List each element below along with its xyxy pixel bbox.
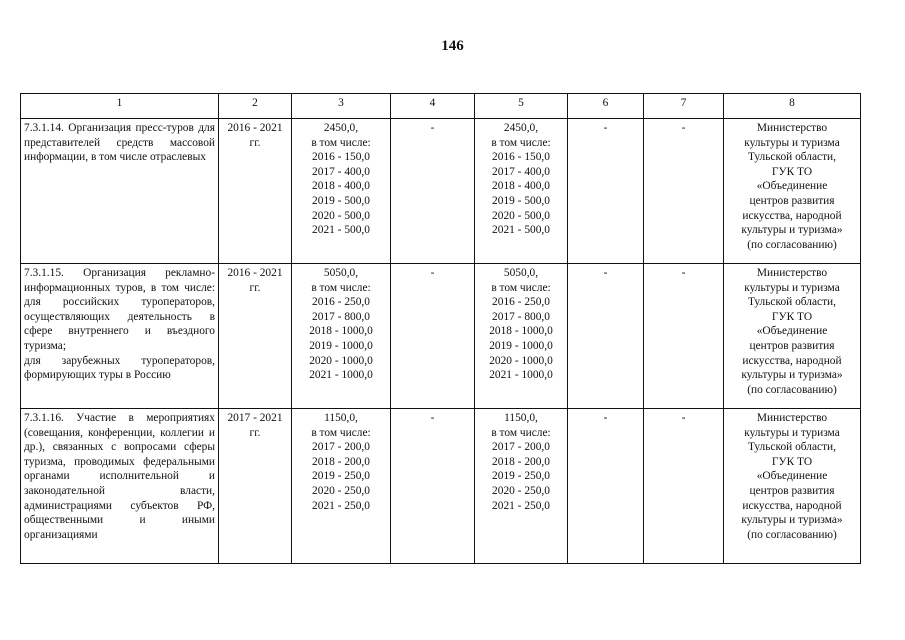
period: 2016 - 2021 гг. [219, 119, 292, 264]
col-6-value: - [568, 409, 644, 564]
col-5-funding: 5050,0, в том числе: 2016 - 250,0 2017 - 800,0 2018 - 1000,0 2019 - 1000,0 2020 - 1000,0 2021 - 1000,0 [475, 264, 568, 409]
col-4-value: - [391, 409, 475, 564]
header-col-4: 4 [391, 94, 475, 119]
col-7-value: - [644, 264, 724, 409]
header-col-8: 8 [724, 94, 861, 119]
header-col-1: 1 [21, 94, 219, 119]
header-col-5: 5 [475, 94, 568, 119]
executor: Министерство культуры и туризма Тульской области, ГУК ТО «Объединение центров развития искусства, народной культуры и туризма» (по согласованию) [724, 264, 861, 409]
executor: Министерство культуры и туризма Тульской области, ГУК ТО «Объединение центров развития искусства, народной культуры и туризма» (по согласованию) [724, 409, 861, 564]
col-4-value: - [391, 119, 475, 264]
col-5-funding: 1150,0, в том числе: 2017 - 200,0 2018 - 200,0 2019 - 250,0 2020 - 250,0 2021 - 250,0 [475, 409, 568, 564]
activity-name: 7.3.1.14. Организация пресс-туров для представителей средств массовой информации, в том числе отраслевых [21, 119, 219, 264]
total-funding: 1150,0, в том числе: 2017 - 200,0 2018 - 200,0 2019 - 250,0 2020 - 250,0 2021 - 250,0 [292, 409, 391, 564]
page-number: 146 [441, 38, 464, 54]
header-col-6: 6 [568, 94, 644, 119]
period: 2016 - 2021 гг. [219, 264, 292, 409]
program-table [20, 93, 861, 564]
col-5-funding: 2450,0, в том числе: 2016 - 150,0 2017 - 400,0 2018 - 400,0 2019 - 500,0 2020 - 500,0 2021 - 500,0 [475, 119, 568, 264]
executor: Министерство культуры и туризма Тульской области, ГУК ТО «Объединение центров развития искусства, народной культуры и туризма» (по согласованию) [724, 119, 861, 264]
col-4-value: - [391, 264, 475, 409]
total-funding: 5050,0, в том числе: 2016 - 250,0 2017 - 800,0 2018 - 1000,0 2019 - 1000,0 2020 - 1000,0 2021 - 1000,0 [292, 264, 391, 409]
header-col-2: 2 [219, 94, 292, 119]
header-col-7: 7 [644, 94, 724, 119]
total-funding: 2450,0, в том числе: 2016 - 150,0 2017 - 400,0 2018 - 400,0 2019 - 500,0 2020 - 500,0 2021 - 500,0 [292, 119, 391, 264]
col-6-value: - [568, 264, 644, 409]
col-7-value: - [644, 409, 724, 564]
table-row [21, 409, 861, 564]
activity-name: 7.3.1.15. Организация рекламно-информационных туров, в том числе: для российских туроператоров, осуществляющих деятельность в сфере внутреннего и въездного туризма; для зарубежных туроператоров, формирующих туры в Россию [21, 264, 219, 409]
table-row [21, 119, 861, 264]
col-7-value: - [644, 119, 724, 264]
header-row [21, 94, 861, 119]
table-row [21, 264, 861, 409]
header-col-3: 3 [292, 94, 391, 119]
col-6-value: - [568, 119, 644, 264]
activity-name: 7.3.1.16. Участие в мероприятиях (совещания, конференции, коллегии и др.), связанных с вопросами сферы туризма, проводимых федеральными органами исполнительной и законодательной власти, администрациями субъектов РФ, общественными и иными организациями [21, 409, 219, 564]
period: 2017 - 2021 гг. [219, 409, 292, 564]
